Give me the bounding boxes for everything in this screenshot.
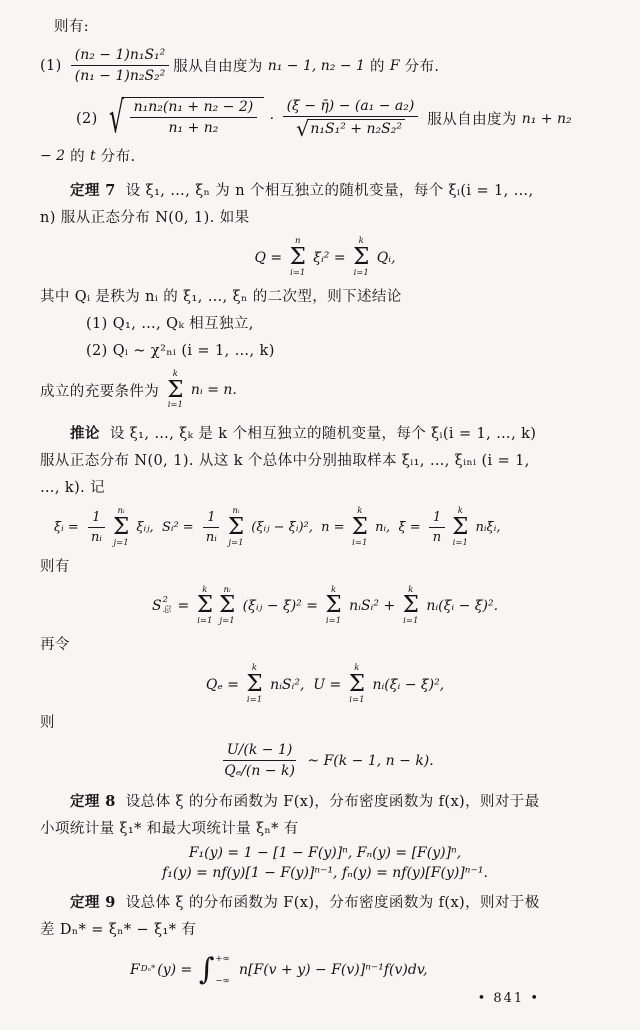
subscript: 总	[162, 605, 172, 616]
theorem7-label: 定理 7	[70, 182, 116, 200]
theorem8-heading-line	[70, 788, 610, 816]
math-text: (n₂ − 1)n₁S₁²	[74, 47, 166, 63]
cjk-text: 成立的充要条件为	[40, 383, 165, 400]
math-text: (ξᵢⱼ − ξ̄)² =	[238, 598, 323, 615]
radicand	[307, 119, 405, 137]
summation-lower-limit: i=1	[325, 616, 342, 627]
summation-upper-limit: nᵢ	[117, 506, 125, 517]
formula-extreme-cdf	[40, 845, 610, 861]
theorem7-item2	[86, 338, 610, 365]
again-let-text: 再令	[40, 636, 70, 653]
fraction	[220, 742, 299, 779]
corollary-line2-text: 服从正态分布 N(0, 1). 从这 k 个总体中分别抽取样本 ξᵢ₁, …, ξᵢₙᵢ (i = 1,	[40, 453, 530, 470]
cjk-text: 的	[364, 59, 390, 75]
corollary-line2	[40, 448, 610, 475]
math-text: (ξ̄ − η̄) − (a₁ − a₂)	[286, 97, 415, 114]
cjk-text: 的	[65, 149, 91, 166]
theorem7-line2-text: n) 服从正态分布 N(0, 1). 如果	[40, 210, 250, 227]
cjk-text: (2)	[76, 110, 103, 127]
formula-t-distribution-continuation	[40, 145, 610, 166]
summation-upper-limit: k	[354, 662, 360, 673]
then-have-line	[40, 554, 610, 581]
theorem7-item2-text: (2) Qᵢ ~ χ²ₙᵢ (i = 1, …, k)	[86, 342, 275, 359]
theorem7-item1-text: (1) Q₁, …, Qₖ 相互独立,	[86, 315, 254, 332]
math-text: n₁n₂(n₁ + n₂ − 2)	[133, 99, 254, 115]
fraction-numerator	[223, 742, 296, 761]
math-text: ·	[265, 110, 279, 127]
theorem9-label: 定理 9	[70, 894, 116, 912]
theorem7-item1	[86, 311, 610, 338]
sigma-symbol: Σ	[348, 670, 365, 697]
summation	[219, 586, 235, 627]
summation	[290, 237, 306, 278]
cjk-text: 服从自由度为	[422, 112, 522, 129]
sigma-symbol: Σ	[246, 670, 263, 697]
math-text: Qₑ/(n − k)	[224, 763, 295, 780]
summation-lower-limit: i=1	[167, 400, 183, 411]
page-number-text: • 841 •	[477, 991, 540, 1007]
fraction	[130, 99, 258, 136]
fraction-denominator	[202, 528, 221, 545]
summation-upper-limit: n	[294, 236, 301, 247]
summation-upper-limit: k	[357, 506, 363, 517]
math-text: n[F(v + y) − F(v)]ⁿ⁻¹f(v)dv,	[234, 962, 428, 979]
summation	[246, 664, 262, 705]
corollary-line3-text: …, k). 记	[40, 480, 106, 497]
theorem8-line2-text: 小项统计量 ξ₁* 和最大项统计量 ξₙ* 有	[40, 821, 299, 838]
theorem8-line2	[40, 816, 610, 843]
formula-f-ratio	[40, 742, 610, 779]
summation-lower-limit: j=1	[113, 537, 129, 548]
math-text: nᵢ, ξ̄ =	[370, 520, 425, 536]
fraction	[71, 47, 170, 84]
math-text: (n₁ − 1)n₂S₂²	[74, 68, 166, 84]
sigma-symbol: Σ	[351, 513, 368, 540]
summation-upper-limit: k	[408, 584, 414, 595]
scripts-column	[141, 965, 156, 975]
summation-lower-limit: i=1	[353, 268, 369, 279]
theorem9-line2	[40, 917, 610, 944]
math-text: ξᵢ² =	[308, 250, 351, 267]
math-text: Qᵢ,	[372, 250, 396, 267]
math-text: Q =	[254, 250, 287, 267]
integral-limits	[215, 954, 229, 986]
theorem7-heading-line	[70, 177, 610, 205]
theorem9-line1: 设总体 ξ 的分布函数为 F(x)，分布密度函数为 f(x)，则对于极	[115, 895, 540, 912]
theorem9-line2-text: 差 Dₙ* = ξₙ* − ξ₁* 有	[40, 922, 197, 939]
fraction-numerator	[203, 510, 219, 528]
summation-upper-limit: k	[330, 584, 337, 595]
subscript: Dₙ*	[140, 964, 156, 975]
scripted-base: S	[151, 598, 162, 615]
then-text: 则	[40, 715, 55, 732]
summation-lower-limit: i=1	[197, 616, 213, 627]
formula-f-distribution-item1	[40, 47, 610, 84]
summation-upper-limit: k	[202, 584, 208, 595]
fraction-numerator	[283, 98, 419, 117]
math-text: nᵢ	[90, 530, 102, 546]
math-text: Qₑ =	[205, 676, 244, 693]
summation-lower-limit: i=1	[403, 616, 419, 627]
summation-lower-limit: i=1	[452, 537, 468, 548]
math-text: nᵢ = n.	[186, 382, 237, 399]
cjk-text: (1)	[40, 57, 67, 74]
summation-upper-limit: k	[457, 506, 463, 517]
scripted-base: F	[130, 962, 140, 979]
math-text: =	[173, 598, 194, 615]
corollary-line3	[40, 475, 610, 502]
summation	[352, 507, 368, 548]
summation-lower-limit: i=1	[349, 694, 365, 705]
fraction-denominator	[87, 528, 106, 545]
math-text: U/(k − 1)	[226, 742, 293, 759]
integral-upper-limit: +∞	[215, 954, 230, 965]
again-let-line	[40, 632, 610, 659]
formula-extreme-pdf	[40, 865, 610, 881]
cjk-text: 分布.	[399, 59, 440, 75]
cjk-text: 服从自由度为	[173, 59, 268, 75]
sigma-symbol: Σ	[112, 513, 130, 540]
summation	[452, 507, 468, 548]
summation-upper-limit: k	[358, 236, 364, 247]
fraction-denominator	[71, 66, 170, 84]
math-text: n	[432, 530, 442, 546]
then-line	[40, 710, 610, 737]
formula-t-distribution-item2	[76, 93, 610, 143]
math-text: n₁ − 1, n₂ − 1	[267, 57, 365, 74]
math-text: nᵢSᵢ², U =	[265, 676, 346, 693]
formula-total-sum-of-squares	[40, 586, 610, 627]
theorem9-heading-line	[70, 889, 610, 917]
integral	[199, 954, 233, 986]
summation	[403, 586, 419, 627]
theorem8-label: 定理 8	[70, 793, 116, 811]
math-text: ~ F(k − 1, n − k).	[302, 752, 434, 769]
sigma-symbol: Σ	[218, 592, 236, 619]
theorem7-line1: 设 ξ₁, …, ξₙ 为 n 个相互独立的随机变量，每个 ξᵢ(i = 1, …,	[115, 183, 534, 200]
fraction-denominator	[429, 528, 445, 545]
math-text: 1	[432, 510, 442, 526]
sigma-symbol: Σ	[402, 592, 419, 619]
superscript: 2	[162, 595, 168, 606]
summation-upper-limit: nᵢ	[223, 584, 231, 595]
corollary-heading-line	[70, 420, 610, 448]
then-have-text: 则有	[40, 558, 70, 575]
math-text: nᵢξ̄ᵢ,	[471, 520, 501, 536]
fraction	[87, 510, 106, 545]
math-text: f₁(y) = nf(y)[1 − F(y)]ⁿ⁻¹, fₙ(y) = nf(y)[F(y)]ⁿ⁻¹.	[162, 865, 488, 882]
formula-necessary-condition	[40, 370, 610, 411]
summation-upper-limit: k	[251, 662, 258, 673]
fraction-denominator	[220, 761, 299, 779]
formula-range-distribution	[130, 954, 610, 986]
fraction-numerator	[71, 47, 170, 66]
radicand	[123, 97, 265, 136]
summation-upper-limit: k	[172, 368, 178, 379]
math-text: nᵢ(ξ̄ᵢ − ξ̄)²,	[368, 676, 445, 693]
math-text: − 2	[40, 147, 66, 164]
theorem7-line3-text: 其中 Qᵢ 是秩为 nᵢ 的 ξ₁, …, ξₙ 的二次型，则下述结论	[40, 288, 402, 305]
math-text: nᵢSᵢ² +	[344, 598, 400, 615]
summation	[349, 664, 365, 705]
sigma-symbol: Σ	[452, 513, 469, 540]
sigma-symbol: Σ	[227, 513, 245, 540]
fraction-numerator	[88, 510, 104, 528]
summation	[228, 507, 244, 548]
corollary-label: 推论	[70, 425, 100, 443]
math-text: F	[389, 57, 400, 74]
math-text: nᵢ	[205, 530, 217, 546]
math-text: ξᵢⱼ, Sᵢ² =	[132, 520, 198, 536]
fraction	[429, 510, 445, 545]
summation-lower-limit: i=1	[246, 694, 263, 705]
radical-sign: √	[108, 93, 124, 143]
math-text: (y) =	[157, 962, 197, 979]
summation	[197, 586, 213, 627]
integral-lower-limit: −∞	[215, 976, 230, 987]
math-text: n₁S₁² + n₂S₂²	[310, 120, 402, 137]
fraction-denominator	[291, 117, 410, 140]
fraction-numerator	[429, 510, 445, 528]
math-text: F₁(y) = 1 − [1 − F(y)]ⁿ, Fₙ(y) = [F(y)]ⁿ,	[188, 845, 462, 862]
cjk-text: 分布.	[95, 149, 136, 166]
formula-sample-statistics	[54, 507, 610, 548]
sigma-symbol: Σ	[325, 592, 342, 619]
math-text: ξ̄ᵢ =	[54, 520, 83, 536]
summation-lower-limit: i=1	[352, 537, 368, 548]
sigma-symbol: Σ	[289, 244, 306, 271]
fraction-numerator	[130, 99, 258, 118]
math-text: (ξᵢⱼ − ξ̄ᵢ)², n =	[247, 520, 349, 536]
summation-lower-limit: j=1	[219, 616, 235, 627]
fraction-denominator	[164, 118, 222, 136]
fraction	[283, 98, 419, 140]
fraction	[202, 510, 221, 545]
square-root	[104, 93, 264, 143]
summation	[167, 370, 183, 411]
math-text: t	[90, 147, 96, 164]
summation-lower-limit: i=1	[290, 268, 306, 279]
summation	[325, 586, 341, 627]
theorem7-line2	[40, 205, 610, 232]
intro-text: 则有:	[54, 19, 90, 35]
page-number	[40, 991, 610, 1030]
sigma-symbol: Σ	[167, 376, 184, 403]
formula-qe-and-u	[40, 664, 610, 705]
summation	[353, 237, 369, 278]
math-text: nᵢ(ξ̄ᵢ − ξ̄)².	[421, 598, 499, 615]
sigma-symbol: Σ	[353, 244, 370, 271]
square-root	[296, 116, 405, 141]
formula-q-decomposition	[40, 237, 610, 278]
math-text: 1	[207, 510, 216, 526]
math-text: n₁ + n₂	[168, 120, 219, 136]
summation-upper-limit: nᵢ	[232, 506, 240, 517]
summation	[113, 507, 129, 548]
math-text: 1	[92, 510, 101, 526]
integral-sign: ∫	[198, 952, 215, 988]
radical-sign: √	[296, 116, 310, 141]
sigma-symbol: Σ	[196, 592, 213, 619]
theorem8-line1: 设总体 ξ 的分布函数为 F(x)，分布密度函数为 f(x)，则对于最	[115, 794, 540, 811]
math-text: n₁ + n₂	[521, 110, 572, 127]
scripts-column	[163, 596, 172, 616]
corollary-line1: 设 ξ₁, …, ξₖ 是 k 个相互独立的随机变量，每个 ξᵢ(i = 1, …, k)	[99, 426, 537, 443]
intro-line	[54, 14, 610, 41]
theorem7-line3	[40, 284, 610, 311]
summation-lower-limit: j=1	[228, 537, 244, 548]
